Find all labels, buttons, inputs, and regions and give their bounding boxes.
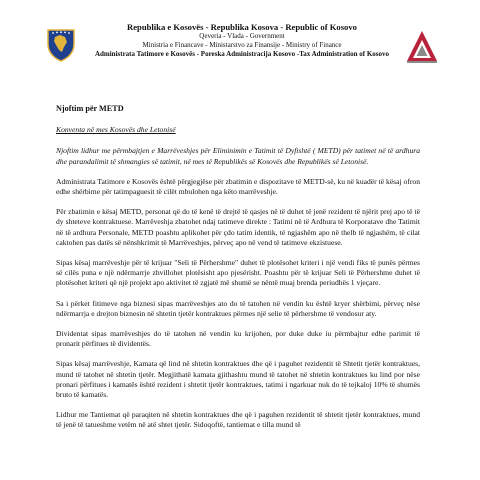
letterhead-text — [82, 22, 402, 59]
letterhead-government: Qeveria - Vlada - Government — [199, 32, 285, 40]
document-title: Njoftim për METD — [56, 104, 124, 113]
letterhead-republic: Republika e Kosovës - Republika Kosova - Republic of Kosovo — [127, 22, 357, 32]
paragraph: Sa i përket fitimeve nga biznesi sipas marrëveshjes ato do të tatohen në vendin ku është kryer shërbimi, përveç nëse ndërmarrja e drejton biznesin në shtetin tjetër kontraktues përmes një selie të përhershme të vendosur aty. — [56, 298, 420, 318]
paragraph: Administrata Tatimore e Kosovës është përgjegjëse për zbatimin e dispozitave të METD-së, ku në kuadër të kësaj ofron edhe shërbime për tatimpaguesit të cilët mbulohen nga këto marrëveshje. — [56, 176, 420, 197]
tax-administration-logo-icon — [406, 30, 438, 64]
letterhead-tax-administration: Administrata Tatimore e Kosovës - Poreska Administracija Kosovo -Tax Administration of Kosovo — [94, 50, 390, 58]
paragraph: Lidhur me Tantiemat që paraqiten në shtetin kontraktues dhe që i paguhen rezidentit të shtetit tjetër kontraktues, mund të jenë të tatueshme vetëm në atë shtet tjetër. Sidoqoftë, tantiemat e tilla mund të — [56, 410, 420, 430]
paragraph: Sipas kësaj marrëveshje për të krijuar "Seli të Përhershme" duhet të plotësohet kriteri i një vendi fiks të punës përmes së cilës puna e një ndërmarrje zhvillohet plotësisht apo pjesërisht. Poashtu për të krijuar Seli të Përhershme duhet të plotësohet kriteri që një projekt apo aktivitet të zgjatë më shumë se nëntë muaj brenda periudhës 1 vjeçare. — [56, 258, 420, 288]
kosovo-coat-of-arms-icon — [46, 28, 76, 62]
letterhead — [46, 22, 438, 72]
paragraph: Për zbatimin e kësaj METD, personat që do të kenë të drejtë të qasjes në të duhet të jenë rezident të njërit prej apo të të dy shteteve kontraktuese. Marrëveshja zbatohet ndaj tatimeve direkte : Tatimi në të Ardhura të Korporatave dhe Tatimit në të ardhura Personale, METD poashtu aplikohet për çdo tatim identik, të ngjashëm apo në thelb të ngjashëm, të cilat caktohen pas datës së nënshkrimit të Marrëveshjes, përveç apo në vend të tatimeve ekzistuese. — [56, 207, 420, 247]
document-body — [56, 104, 420, 441]
paragraph: Dividentat sipas marrëveshjes do të tatohen në vendin ku krijohen, por duke duke iu përmbajtur edhe parimit të pronarit përfitues të dividentës. — [56, 329, 420, 349]
document-subtitle: Konventa në mes Kosovës dhe Letonisë — [56, 125, 176, 135]
paragraph: Sipas kësaj marrëveshje, Kamata që lind në shtetin kontraktues dhe që i paguhet rezidentit të Shtetit tjetër kontraktues, mund të tatohet në shtetin tjetër. Megjithatë kamata gjithashtu mund të tatohet në shtetin kontraktues ku lind por nëse pronari përfitues i kamatës është rezident i shtetit tjetër kontraktues, tatimi i ngarkuar nuk do të tejkaloj 10% të shumës bruto të kamatës. — [56, 359, 420, 400]
intro-paragraph: Njoftim lidhur me përmbajtjen e Marrëveshjes për Eliminimin e Tatimit të Dyfishtë ( METD) për tatimet në të ardhura dhe parandalimit të shmangies së tatimit, në mes të Republikës së Kosovës dhe Republikës së Letonisë. — [56, 146, 420, 166]
letterhead-ministry: Ministria e Financave - Ministarstvo za Finansije - Ministry of Finance — [142, 41, 342, 49]
